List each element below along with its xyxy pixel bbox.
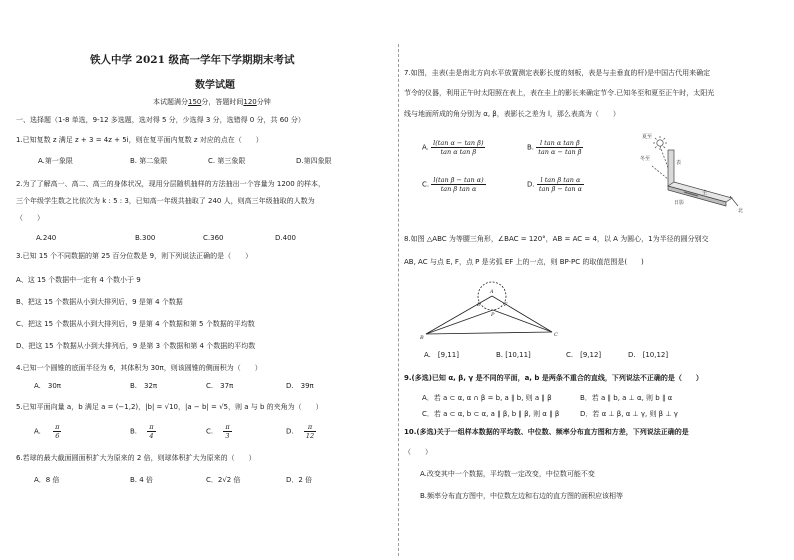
column-divider (398, 44, 399, 556)
gnomon-pole (668, 150, 674, 186)
label-pole: 表 (676, 160, 682, 166)
label-summer: 夏至 (642, 134, 653, 140)
question-1: 1.已知复数 z 满足 z + 3 = 4z + 5i，则在复平面内复数 z 对应的点在（ ） (16, 136, 263, 144)
q5-d-letter: D. (286, 427, 294, 436)
q8-option-b: B. [10,11] (496, 351, 531, 359)
q7-c-num: l(tan β − tan α) (433, 176, 484, 184)
q7-c-den: tan β tan α (440, 185, 477, 193)
q3-option-c: C、把这 15 个数据从小到大排列后，9 是第 4 个数据和第 5 个数据的平均数 (16, 320, 255, 328)
label-ruler: 圭 (702, 190, 708, 196)
label-north: 北 (738, 208, 744, 214)
question-6: 6.若球的最大截面圆面积扩大为原来的 2 倍，则球体积扩大为原来的（ ） (16, 454, 256, 462)
q5-a-fraction (53, 423, 61, 440)
label-winter: 冬至 (640, 156, 651, 162)
q7-a-den: tan α tan β (440, 148, 477, 156)
q9-option-a: A．若 a ⊂ α, α ∩ β = b, a ∥ b, 则 a ∥ β (422, 394, 552, 402)
q9-option-b: B．若 a ∥ b, a ⊥ α, 则 b ∥ α (580, 394, 673, 402)
info-time: 120 (243, 98, 257, 106)
q9-option-d: D．若 α ⊥ β, α ⊥ γ, 则 β ⊥ γ (580, 410, 678, 418)
q5-a-num: π (55, 423, 60, 431)
q5-option-b (130, 423, 156, 440)
q7-b-fraction (536, 139, 583, 156)
q4-option-c: C. 37π (206, 382, 234, 390)
q7-c-fraction (431, 176, 485, 193)
q5-b-letter: B. (130, 427, 138, 436)
q7-b-letter: B. (527, 143, 535, 152)
info-suffix: 分钟 (256, 98, 271, 106)
label-b: B (420, 335, 424, 341)
q5-b-fraction (147, 423, 155, 440)
q6-option-d: D．2 倍 (286, 476, 313, 484)
side-bc (426, 332, 552, 334)
q7-c-letter: C. (422, 180, 430, 189)
label-shadow: 日影 (674, 200, 685, 206)
question-2-line-3: （ ） (16, 214, 44, 222)
q10-option-a: A.改变其中一个数据，平均数一定改变，中位数可能不变 (420, 470, 595, 478)
q1-option-a: A.第一象限 (38, 157, 73, 165)
q7-option-a (422, 139, 485, 156)
subject-title: 数学试题 (195, 80, 235, 91)
exam-info (153, 98, 271, 107)
gnomon-figure (638, 132, 786, 216)
question-7-line-1: 7.如图，圭表(圭是南北方向水平放置测定表影长度的刻板，表是与圭垂直的杆)是中国古代用来确定 (404, 69, 711, 77)
question-10-line-1: 10.(多选)关于一组样本数据的平均数、中位数、频率分布直方图和方差，下列说法正确的是 (404, 428, 689, 436)
label-c: C (554, 332, 558, 338)
info-mid: 分，答题时间 (201, 98, 244, 106)
q1-option-d: D.第四象限 (296, 157, 332, 165)
q5-c-fraction (223, 423, 231, 440)
q6-option-b: B. 4 倍 (130, 476, 153, 484)
exam-title: 铁人中学 2021 级高一学年下学期期末考试 (90, 54, 295, 66)
q4-option-b: B. 32π (130, 382, 158, 390)
q7-d-num: l tan β tan α (537, 176, 584, 185)
q7-a-letter: A. (422, 143, 429, 152)
side-ac (492, 296, 552, 332)
question-7-line-2: 节令的仪器，利用正午时太阳照在表上，表在圭上的影长来确定节令.已知冬至和夏至正午时，太阳光 (404, 89, 715, 97)
q5-a-den: 6 (55, 432, 60, 440)
q6-option-a: A．8 倍 (34, 476, 60, 484)
q7-d-fraction (537, 176, 584, 193)
question-8-line-2: AB, AC 与点 E, F，点 P 是劣弧 EF 上的一点，则 BP·PC 的取值范围是( ) (404, 258, 644, 266)
segment-bp (426, 310, 493, 334)
question-3: 3.已知 15 个不同数据的第 25 百分位数是 9，则下列说法正确的是（ ） (16, 252, 253, 260)
q3-option-a: A、这 15 个数据中一定有 4 个数小于 9 (16, 276, 141, 284)
q5-d-fraction (304, 423, 316, 440)
question-5: 5.已知平面向量 a，b 满足 a = (−1,2)，|b| = √10，|a − b| = √5，则 a 与 b 的夹角为（ ） (16, 403, 323, 411)
q5-option-c (206, 423, 232, 440)
q5-a-letter: A. (34, 427, 41, 436)
question-7-line-3: 线与地面所成的角分别为 α, β，表影长之差为 l，那么表高为（ ） (404, 110, 620, 118)
section-heading: 一、选择题（1-8 单选，9-12 多选题，选对得 5 分，少选得 3 分，选错得 0 分，共 60 分） (16, 116, 305, 124)
north-arrow (730, 196, 738, 206)
sun-summer-icon (657, 140, 663, 146)
q5-option-a (34, 423, 61, 440)
q7-b-num: l tan α tan β (536, 139, 583, 148)
side-ab (426, 296, 492, 334)
question-9: 9.(多选)已知 α, β, γ 是不同的平面，a, b 是两条不重合的直线，下列说法不正确的是（ ） (404, 374, 703, 382)
q5-c-letter: C. (206, 427, 214, 436)
label-a: A (490, 289, 494, 295)
q4-option-a: A. 30π (34, 382, 62, 390)
q2-option-b: B.300 (135, 234, 156, 242)
question-10-line-2: （ ） (404, 448, 432, 456)
q4-option-d: D. 39π (286, 382, 314, 390)
q7-option-b (527, 139, 583, 156)
label-p: P (491, 312, 495, 318)
q1-option-c: C. 第三象限 (208, 157, 246, 165)
q7-option-c (422, 176, 486, 193)
q2-option-c: C.360 (203, 234, 224, 242)
q5-b-den: 4 (149, 432, 154, 440)
q7-b-den: tan α − tan β (538, 148, 582, 156)
question-2-line-1: 2.为了了解高一、高二、高三的身体状况，现用分层随机抽样的方法抽出一个容量为 1200 的样本， (16, 180, 325, 188)
segment-pc (493, 310, 552, 332)
q7-a-num: l(tan α − tan β) (433, 139, 484, 147)
q3-option-d: D、把这 15 个数据从小到大排列后，9 是第 3 个数据和第 4 个数据的平均数 (16, 342, 256, 350)
question-8-line-1: 8.如图 △ABC 为等腰三角形，∠BAC = 120°，AB = AC = 4，以 A 为圆心，1为半径的圆分别交 (404, 235, 709, 243)
q3-option-b: B、把这 15 个数据从小到大排列后，9 是第 4 个数据 (16, 298, 183, 306)
q5-c-num: π (225, 423, 230, 431)
q10-option-b: B.频率分布直方图中，中位数左边和右边的直方图的面积应该相等 (420, 492, 624, 500)
info-score: 150 (188, 98, 202, 106)
info-prefix: 本试题满分 (153, 98, 188, 106)
label-f: F (504, 302, 508, 308)
q8-option-d: D. [10,12] (628, 351, 669, 359)
q5-c-den: 3 (225, 432, 230, 440)
q7-option-d (527, 176, 584, 193)
q7-d-den: tan β − tan α (538, 185, 583, 193)
q7-d-letter: D. (527, 180, 535, 189)
q6-option-c: C．2√2 倍 (206, 476, 241, 484)
q8-option-a: A. [9,11] (424, 351, 459, 359)
question-4: 4.已知一个圆锥的底面半径为 6，其体积为 30π，则该圆锥的侧面积为（ ） (16, 364, 262, 372)
q9-option-c: C．若 a ⊂ α, b ⊂ α, a ∥ β, b ∥ β, 则 α ∥ β (422, 410, 560, 418)
q1-option-b: B. 第二象限 (130, 157, 168, 165)
q5-d-num: π (304, 423, 316, 432)
triangle-figure (420, 276, 564, 342)
label-e: E (477, 302, 481, 308)
q5-option-d (286, 423, 316, 440)
q5-d-den: 12 (305, 432, 315, 440)
sun-rays (653, 136, 667, 150)
q2-option-a: A.240 (36, 234, 57, 242)
q2-option-d: D.400 (275, 234, 296, 242)
q5-b-num: π (149, 423, 154, 431)
question-2-line-2: 三个年级学生数之比依次为 k : 5 : 3，已知高一年级共抽取了 240 人，则高三年级抽取的人数为 (16, 197, 315, 205)
q7-a-fraction (431, 139, 485, 156)
q8-option-c: C. [9,12] (566, 351, 602, 359)
